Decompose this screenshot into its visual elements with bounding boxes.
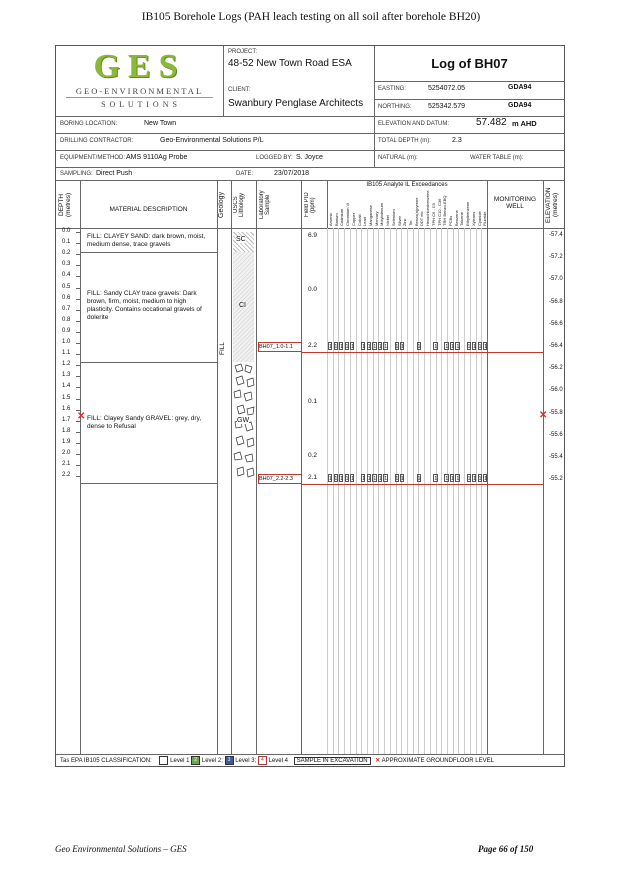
analyte-result-cell: 1 xyxy=(456,476,460,482)
analyte-result-cell: 1 xyxy=(373,476,377,482)
analyte-result-cell: 1 xyxy=(351,344,354,350)
equipment-value: AMS 9110Ag Probe xyxy=(126,154,188,161)
elevation-value: 57.482 xyxy=(476,117,507,128)
client-label: CLIENT: xyxy=(228,87,251,93)
lab-column-header: Laboratory Sample xyxy=(259,190,271,220)
sample-1-results xyxy=(327,342,487,351)
total-depth-label: TOTAL DEPTH (m): xyxy=(378,138,431,144)
analyte-name: Benzo(a)pyrene xyxy=(413,197,419,226)
northing-datum: GDA94 xyxy=(508,102,532,109)
company-logo xyxy=(56,46,223,116)
analyte-name: Benzene xyxy=(453,210,459,226)
analyte-result-cell: 1 xyxy=(351,476,354,482)
sample-2-results xyxy=(327,474,487,483)
depth-column-header: DEPTH (metres) xyxy=(58,192,72,218)
analyte-result-cell: 1 xyxy=(345,344,349,350)
analyte-result-cell: 1 xyxy=(445,344,449,350)
analyte-name: Silver xyxy=(396,215,402,226)
analyte-result-cell: 1 xyxy=(345,476,349,482)
depth-tick: 1.0 xyxy=(62,339,71,345)
depth-tick: 1.9 xyxy=(62,438,71,445)
analyte-result-cell: 1 xyxy=(467,476,471,482)
logged-by-label: LOGGED BY: xyxy=(256,155,293,161)
analyte-result-cell: 1 xyxy=(384,476,388,482)
pid-reading: 0.1 xyxy=(308,398,318,405)
date-label: DATE: xyxy=(236,171,254,177)
elevation-label: ELEVATION AND DATUM: xyxy=(378,121,450,127)
analyte-name-list xyxy=(327,190,487,228)
project-label: PROJECT: xyxy=(228,49,258,55)
equipment-label: EQUIPMENT/METHOD: xyxy=(60,155,126,161)
analyte-result-cell: 1 xyxy=(456,344,460,350)
pid-reading: 6.9 xyxy=(308,232,318,239)
contractor-value: Geo-Environmental Solutions P/L xyxy=(160,137,264,144)
depth-tick: 0.2 xyxy=(62,250,71,257)
analyte-result-cell: 1 xyxy=(450,476,454,482)
depth-tick: 0.4 xyxy=(62,272,71,279)
legend-level-4-box: 4 xyxy=(258,756,267,765)
easting-label: EASTING: xyxy=(378,86,407,92)
layer-3-description: FILL: Clayey Sandy GRAVEL: grey, dry, dense to Refusal xyxy=(87,415,202,430)
legend-level-1-box xyxy=(159,756,168,765)
analyte-name: Lead xyxy=(362,217,368,226)
analyte-result-cell: 1 xyxy=(434,344,438,350)
logo-line-2: S O L U T I O N S xyxy=(101,100,178,109)
analyte-result-cell: 1 xyxy=(478,344,482,350)
borehole-log-sheet xyxy=(55,45,565,767)
analyte-name: Cobalt xyxy=(356,214,362,226)
analyte-result-cell: 1 xyxy=(334,476,338,482)
groundfloor-marker-left: ✕ xyxy=(77,411,86,422)
analyte-result-cell: 1 xyxy=(395,476,399,482)
legend-label: Tas EPA IB105 CLASSIFICATION: xyxy=(60,758,152,764)
elevation-tick: -55.2 xyxy=(549,476,563,483)
depth-tick: 1.2 xyxy=(62,361,71,368)
geology-fill-label: FILL xyxy=(219,342,226,356)
legend-level-4: Level 4 xyxy=(268,758,288,764)
date-value: 23/07/2018 xyxy=(274,170,310,177)
analyte-result-cell: 1 xyxy=(362,344,366,350)
analyte-name: Manganese xyxy=(368,205,373,226)
analyte-result-cell: 1 xyxy=(367,344,371,350)
analyte-name: Hexachlorobenzene xyxy=(425,190,431,226)
analyte-result-cell: 1 xyxy=(401,476,404,482)
analyte-result-cell: 1 xyxy=(434,476,438,482)
analyte-name: Barium xyxy=(333,213,339,226)
elevation-tick: -56.6 xyxy=(549,320,563,327)
analyte-result-cell: 1 xyxy=(395,344,399,350)
elevation-tick: -56.8 xyxy=(549,298,563,305)
depth-tick: 0.0 xyxy=(62,228,71,234)
legend-level-2-box: 2 xyxy=(191,756,200,765)
boring-location-label: BORING LOCATION: xyxy=(60,121,118,127)
depth-tick: 1.7 xyxy=(62,416,71,423)
layer-1-description: FILL: CLAYEY SAND: dark brown, moist, medium dense, trace gravels xyxy=(87,233,206,248)
analyte-name: Nickel xyxy=(385,215,391,226)
analyte-name: TPH C6 - C9 xyxy=(430,203,436,226)
analyte-name: Selenium xyxy=(390,209,396,226)
analyte-result-cell: 1 xyxy=(484,476,487,482)
total-depth-value: 2.3 xyxy=(452,137,462,144)
legend-sample-box: SAMPLE IN EXCAVATION xyxy=(294,757,371,765)
elevation-tick: -55.8 xyxy=(549,409,563,416)
pid-reading: 0.2 xyxy=(308,452,318,459)
lab-sample-2: BH07_2.2-2.3 xyxy=(258,474,302,484)
analyte-result-cell: 1 xyxy=(340,476,343,482)
elevation-tick: -56.4 xyxy=(549,343,563,349)
depth-tick: 0.1 xyxy=(62,239,71,246)
analyte-result-cell: 1 xyxy=(367,476,371,482)
elevation-tick: -57.2 xyxy=(549,254,563,261)
depth-tick: 1.8 xyxy=(62,427,71,434)
elevation-unit: m AHD xyxy=(512,119,537,128)
depth-tick: 1.5 xyxy=(62,394,71,401)
legend-level-3: Level 3; xyxy=(235,758,257,764)
depth-tick: 0.3 xyxy=(62,261,71,268)
depth-tick: 0.6 xyxy=(62,294,71,301)
analyte-result-cell: 1 xyxy=(473,344,476,350)
analyte-result-cell: 1 xyxy=(445,476,449,482)
analyte-result-cell: 1 xyxy=(467,344,471,350)
pid-column-header: Field PID (ppm) xyxy=(304,192,316,218)
analyte-result-cell: 1 xyxy=(417,476,421,482)
analyte-name: Fluoride xyxy=(482,211,488,226)
legend-level-2: Level 2; xyxy=(201,758,223,764)
analyte-name: Cyanide xyxy=(476,211,482,226)
material-column-header: MATERIAL DESCRIPTION xyxy=(109,206,188,213)
footer-company: Geo Environmental Solutions – GES xyxy=(55,844,187,854)
depth-tick: 2.0 xyxy=(62,450,71,456)
analyte-name: DDT etc xyxy=(419,211,425,226)
natural-label: NATURAL (m): xyxy=(378,155,418,161)
analyte-result-cell: 1 xyxy=(478,476,482,482)
pid-reading: 2.2 xyxy=(308,342,318,349)
analyte-result-cell: 1 xyxy=(384,344,388,350)
analyte-name: Molybdenum xyxy=(379,203,385,226)
depth-tick: 0.9 xyxy=(62,327,71,334)
document-title: IB105 Borehole Logs (PAH leach testing on all soil after borehole BH20) xyxy=(141,11,481,23)
analyte-name: TPH C10 - C36 xyxy=(436,198,442,226)
analyte-result-cell: 1 xyxy=(484,344,487,350)
client-value: Swanbury Penglase Architects xyxy=(228,98,364,109)
analyte-name: Cadmium xyxy=(339,208,345,226)
elevation-tick: -55.6 xyxy=(549,431,563,438)
sampling-label: SAMPLING: xyxy=(60,171,93,177)
uscs-ci-label: CI xyxy=(239,302,246,309)
lab-sample-1: BH07_1.0-1.1 xyxy=(258,342,302,352)
analyte-grid xyxy=(327,228,487,754)
depth-tick: 1.6 xyxy=(62,405,71,412)
analyte-name: Arsenic xyxy=(328,212,333,226)
analyte-name: Ethylbenzene xyxy=(465,201,471,226)
legend-groundfloor-icon: ✕ xyxy=(375,758,381,764)
analyte-result-cell: 1 xyxy=(340,344,343,350)
boring-location-value: New Town xyxy=(144,120,177,127)
analyte-name: Xylenes xyxy=(470,211,476,226)
sampling-value: Direct Push xyxy=(96,170,133,177)
analyte-name: TRH Benzo-EBQ xyxy=(442,195,448,226)
analyte-name: Zinc xyxy=(402,218,408,226)
analyte-name: Chromium VI xyxy=(345,202,351,226)
legend-level-3-box: 3 xyxy=(225,756,234,765)
log-title: Log of BH07 xyxy=(431,56,508,71)
well-column-header: MONITORING WELL xyxy=(493,196,537,210)
uscs-sc-label: SC xyxy=(236,236,246,243)
logged-by-value: S. Joyce xyxy=(296,154,323,161)
depth-tick: 1.3 xyxy=(62,372,71,379)
analyte-result-cell: 1 xyxy=(473,476,476,482)
easting-datum: GDA94 xyxy=(508,84,532,91)
logo-line-1: GEO-ENVIRONMENTAL xyxy=(75,86,204,96)
depth-tick: 1.1 xyxy=(62,350,71,357)
depth-tick: 1.4 xyxy=(62,383,71,390)
analyte-name: Tin xyxy=(408,220,413,226)
analyte-result-cell: 1 xyxy=(362,476,366,482)
footer-page-number: Page 66 of 150 xyxy=(478,844,534,854)
elevation-column-header: ELEVATION (metres) xyxy=(545,187,559,223)
analyte-name: Toluene xyxy=(459,211,465,226)
uscs-gw-label: GW xyxy=(237,417,250,424)
depth-tick: 2.2 xyxy=(62,472,71,479)
analyte-result-cell: 1 xyxy=(329,476,332,482)
easting-value: 5254072.05 xyxy=(428,85,465,92)
analyte-name: PCBs xyxy=(448,215,453,226)
groundfloor-marker-right: ✕ xyxy=(539,410,548,421)
analyte-result-cell: 1 xyxy=(373,344,377,350)
elevation-tick: -57.0 xyxy=(549,276,563,283)
depth-tick: 0.7 xyxy=(62,305,71,312)
contractor-label: DRILLING CONTRACTOR: xyxy=(60,138,134,144)
analyte-result-cell: 1 xyxy=(329,344,332,350)
depth-tick: 0.8 xyxy=(62,316,71,323)
elevation-tick: -57.4 xyxy=(549,232,563,238)
uscs-column-header: USCS Lithology xyxy=(233,192,245,218)
northing-label: NORTHING: xyxy=(378,104,412,110)
analyte-name: Copper xyxy=(350,212,356,226)
water-table-label: WATER TABLE (m): xyxy=(470,155,524,161)
legend-level-1: Level 1 xyxy=(170,758,190,764)
elevation-tick: -56.2 xyxy=(549,365,563,372)
geology-column-header: Geology xyxy=(218,191,225,219)
analyte-column-header: IB105 Analyte IL Exceedances xyxy=(366,182,448,188)
elevation-tick: -55.4 xyxy=(549,454,563,460)
depth-tick: 0.5 xyxy=(62,283,71,290)
project-value: 48-52 New Town Road ESA xyxy=(228,58,352,69)
classification-legend xyxy=(60,755,562,767)
logo-letters: GES xyxy=(93,48,186,85)
northing-value: 525342.579 xyxy=(428,103,465,110)
depth-tick: 2.1 xyxy=(62,461,71,468)
analyte-name: Mercury xyxy=(373,211,379,226)
analyte-result-cell: 1 xyxy=(378,476,382,482)
layer-2-description: FILL: Sandy CLAY trace gravels: Dark brown, firm, moist, medium to high plasticity. Contains occational gravels of dolerite xyxy=(87,290,202,321)
analyte-result-cell: 1 xyxy=(334,344,338,350)
pid-reading: 0.0 xyxy=(308,286,318,293)
analyte-result-cell: 1 xyxy=(450,344,454,350)
legend-groundfloor: APPROXIMATE GROUNDFLOOR LEVEL xyxy=(381,758,494,764)
analyte-result-cell: 1 xyxy=(401,344,404,350)
elevation-tick: -56.0 xyxy=(549,387,563,394)
analyte-result-cell: 1 xyxy=(378,344,382,350)
pid-reading: 2.1 xyxy=(308,474,318,481)
analyte-result-cell: 1 xyxy=(417,344,421,350)
